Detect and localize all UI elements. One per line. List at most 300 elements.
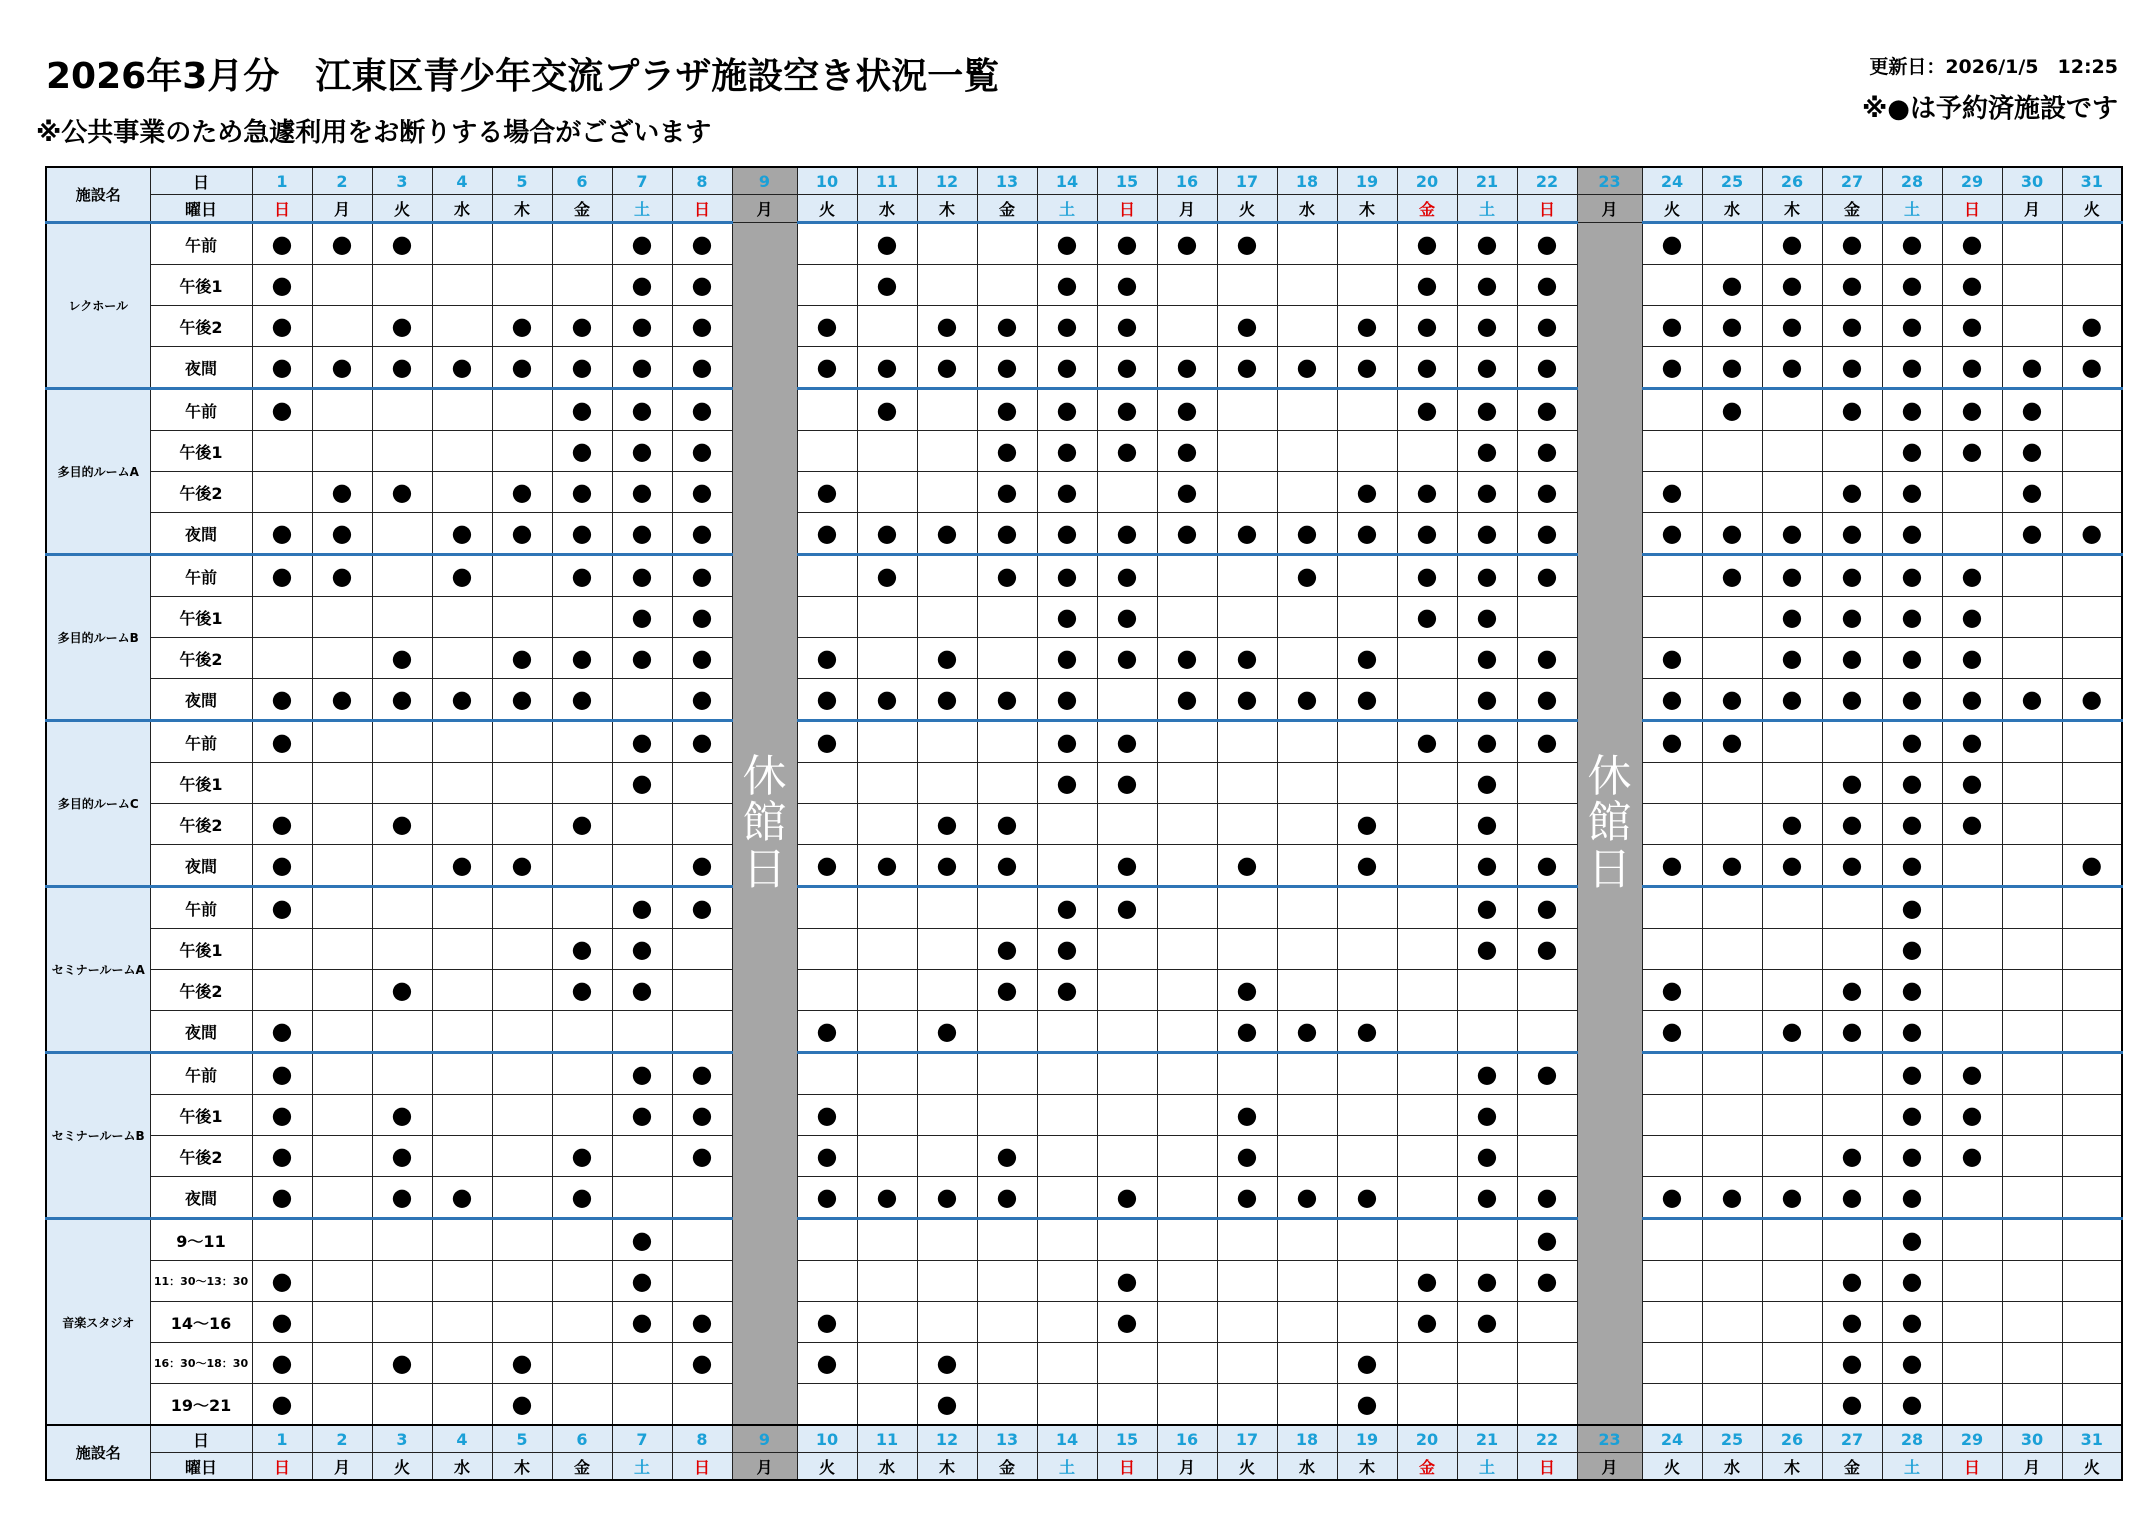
available-cell xyxy=(2002,1343,2062,1384)
day-number-18: 18 xyxy=(1277,1425,1337,1453)
booked-cell: ● xyxy=(1942,389,2002,431)
booked-cell: ● xyxy=(1882,1219,1942,1261)
available-cell xyxy=(2002,306,2062,347)
available-cell xyxy=(432,306,492,347)
booked-cell: ● xyxy=(492,347,552,389)
booked-cell: ● xyxy=(1097,1177,1157,1219)
day-number-21: 21 xyxy=(1457,167,1517,195)
booked-cell: ● xyxy=(1337,804,1397,845)
available-cell xyxy=(372,929,432,970)
booked-cell: ● xyxy=(977,472,1037,513)
booked-cell: ● xyxy=(612,638,672,679)
booked-cell: ● xyxy=(1037,929,1097,970)
available-cell xyxy=(917,721,977,763)
booked-cell: ● xyxy=(1762,1011,1822,1053)
booked-cell: ● xyxy=(1037,597,1097,638)
available-cell xyxy=(1762,1302,1822,1343)
booked-cell: ● xyxy=(1337,513,1397,555)
booked-cell: ● xyxy=(1882,679,1942,721)
booked-cell: ● xyxy=(1217,970,1277,1011)
booked-cell: ● xyxy=(372,1177,432,1219)
day-number-22: 22 xyxy=(1517,1425,1577,1453)
booked-cell: ● xyxy=(372,223,432,265)
available-cell xyxy=(552,845,612,887)
available-cell xyxy=(312,1177,372,1219)
available-cell xyxy=(1642,763,1702,804)
time-slot-label: 午後2 xyxy=(150,804,252,845)
available-cell xyxy=(2062,1302,2122,1343)
booked-cell: ● xyxy=(1457,929,1517,970)
available-cell xyxy=(672,1219,732,1261)
available-cell xyxy=(1157,555,1217,597)
available-cell xyxy=(1702,1136,1762,1177)
booked-cell: ● xyxy=(672,1136,732,1177)
booked-cell: ● xyxy=(1762,1177,1822,1219)
available-cell xyxy=(1097,804,1157,845)
available-cell xyxy=(1517,804,1577,845)
booked-cell: ● xyxy=(1457,763,1517,804)
weekday-26: 木 xyxy=(1762,195,1822,223)
booked-cell: ● xyxy=(1762,223,1822,265)
available-cell xyxy=(612,1343,672,1384)
weekday-18: 水 xyxy=(1277,1453,1337,1481)
available-cell xyxy=(1097,970,1157,1011)
available-cell xyxy=(312,721,372,763)
available-cell xyxy=(2062,555,2122,597)
time-slot-label: 午後2 xyxy=(150,638,252,679)
available-cell xyxy=(312,887,372,929)
booked-cell: ● xyxy=(977,679,1037,721)
booked-cell: ● xyxy=(612,306,672,347)
available-cell xyxy=(312,1343,372,1384)
day-number-6: 6 xyxy=(552,1425,612,1453)
available-cell xyxy=(1277,1261,1337,1302)
available-cell xyxy=(1942,845,2002,887)
weekday-16: 月 xyxy=(1157,195,1217,223)
booked-cell: ● xyxy=(1942,1053,2002,1095)
booked-cell: ● xyxy=(552,970,612,1011)
available-cell xyxy=(1762,1095,1822,1136)
booked-cell: ● xyxy=(1157,472,1217,513)
available-cell xyxy=(492,1011,552,1053)
booked-cell: ● xyxy=(1822,389,1882,431)
booked-cell: ● xyxy=(672,472,732,513)
booked-cell: ● xyxy=(672,679,732,721)
available-cell xyxy=(857,1343,917,1384)
booked-cell: ● xyxy=(1397,223,1457,265)
booked-cell: ● xyxy=(1037,970,1097,1011)
available-cell xyxy=(2062,887,2122,929)
booked-cell: ● xyxy=(917,306,977,347)
slot-row xyxy=(46,1011,2122,1053)
available-cell xyxy=(2002,887,2062,929)
booked-cell: ● xyxy=(1037,721,1097,763)
booked-cell: ● xyxy=(432,679,492,721)
available-cell xyxy=(552,1053,612,1095)
weekday-30: 月 xyxy=(2002,1453,2062,1481)
facility-name-header: 施設名 xyxy=(46,167,150,223)
facility-name: セミナールームB xyxy=(46,1053,150,1219)
weekday-5: 木 xyxy=(492,1453,552,1481)
available-cell xyxy=(492,597,552,638)
available-cell xyxy=(797,265,857,306)
booked-cell: ● xyxy=(1642,513,1702,555)
day-number-10: 10 xyxy=(797,167,857,195)
available-cell xyxy=(1457,1219,1517,1261)
time-slot-label: 午前 xyxy=(150,389,252,431)
slot-row xyxy=(46,1053,2122,1095)
available-cell xyxy=(1337,763,1397,804)
booked-cell: ● xyxy=(977,929,1037,970)
available-cell xyxy=(1457,1343,1517,1384)
available-cell xyxy=(672,929,732,970)
booked-cell: ● xyxy=(1882,638,1942,679)
booked-cell: ● xyxy=(1457,306,1517,347)
slot-row xyxy=(46,1302,2122,1343)
facility-name-header: 施設名 xyxy=(46,1425,150,1480)
available-cell xyxy=(1397,1219,1457,1261)
available-cell xyxy=(1097,679,1157,721)
available-cell xyxy=(1942,472,2002,513)
booked-cell: ● xyxy=(1397,389,1457,431)
weekday-2: 月 xyxy=(312,1453,372,1481)
available-cell xyxy=(2002,638,2062,679)
booked-cell: ● xyxy=(1942,763,2002,804)
available-cell xyxy=(672,1011,732,1053)
booked-cell: ● xyxy=(1882,389,1942,431)
available-cell xyxy=(312,431,372,472)
booked-cell: ● xyxy=(492,679,552,721)
time-slot-label: 午後1 xyxy=(150,1095,252,1136)
booked-cell: ● xyxy=(1822,265,1882,306)
booked-cell: ● xyxy=(2062,347,2122,389)
available-cell xyxy=(1702,1343,1762,1384)
available-cell xyxy=(1217,929,1277,970)
available-cell xyxy=(1157,1261,1217,1302)
available-cell xyxy=(432,887,492,929)
booked-cell: ● xyxy=(917,1011,977,1053)
time-slot-label: 9～11 xyxy=(150,1219,252,1261)
available-cell xyxy=(2062,389,2122,431)
available-cell xyxy=(2062,929,2122,970)
available-cell xyxy=(612,1011,672,1053)
available-cell xyxy=(857,1261,917,1302)
booked-cell: ● xyxy=(1097,513,1157,555)
available-cell xyxy=(1097,472,1157,513)
available-cell xyxy=(492,223,552,265)
booked-cell: ● xyxy=(1762,306,1822,347)
booked-cell: ● xyxy=(1097,431,1157,472)
day-number-31: 31 xyxy=(2062,1425,2122,1453)
booked-cell: ● xyxy=(1882,845,1942,887)
weekday-4: 水 xyxy=(432,1453,492,1481)
available-cell xyxy=(372,763,432,804)
weekday-22: 日 xyxy=(1517,195,1577,223)
available-cell xyxy=(492,1302,552,1343)
slot-row xyxy=(46,1343,2122,1384)
booked-cell: ● xyxy=(1942,431,2002,472)
slot-row xyxy=(46,306,2122,347)
booked-cell: ● xyxy=(1642,845,1702,887)
slot-row xyxy=(46,1219,2122,1261)
available-cell xyxy=(1337,431,1397,472)
time-slot-label: 午後2 xyxy=(150,970,252,1011)
available-cell xyxy=(1942,887,2002,929)
booked-cell: ● xyxy=(1457,721,1517,763)
day-number-17: 17 xyxy=(1217,167,1277,195)
available-cell xyxy=(1277,306,1337,347)
available-cell xyxy=(1157,1177,1217,1219)
day-number-27: 27 xyxy=(1822,1425,1882,1453)
available-cell xyxy=(1277,1053,1337,1095)
notice-text: ※公共事業のため急遽利用をお断りする場合がございます xyxy=(36,118,712,148)
available-cell xyxy=(1157,1136,1217,1177)
available-cell xyxy=(1157,306,1217,347)
available-cell xyxy=(1277,845,1337,887)
booked-cell: ● xyxy=(1822,597,1882,638)
booked-cell: ● xyxy=(432,347,492,389)
weekday-28: 土 xyxy=(1882,195,1942,223)
available-cell xyxy=(312,306,372,347)
booked-cell: ● xyxy=(1822,1384,1882,1426)
booked-cell: ● xyxy=(797,638,857,679)
booked-cell: ● xyxy=(1037,555,1097,597)
available-cell xyxy=(432,472,492,513)
available-cell xyxy=(797,431,857,472)
available-cell xyxy=(432,265,492,306)
available-cell xyxy=(797,555,857,597)
booked-cell: ● xyxy=(2062,679,2122,721)
available-cell xyxy=(1762,472,1822,513)
booked-cell: ● xyxy=(672,845,732,887)
available-cell xyxy=(2002,804,2062,845)
available-cell xyxy=(1642,265,1702,306)
time-slot-label: 午前 xyxy=(150,223,252,265)
booked-cell: ● xyxy=(1157,431,1217,472)
weekday-25: 水 xyxy=(1702,195,1762,223)
booked-cell: ● xyxy=(1157,223,1217,265)
day-number-27: 27 xyxy=(1822,167,1882,195)
booked-cell: ● xyxy=(1882,970,1942,1011)
available-cell xyxy=(1217,1053,1277,1095)
booked-cell: ● xyxy=(1517,431,1577,472)
booked-cell: ● xyxy=(857,555,917,597)
available-cell xyxy=(312,1302,372,1343)
booked-cell: ● xyxy=(1277,513,1337,555)
available-cell xyxy=(2062,1011,2122,1053)
day-number-12: 12 xyxy=(917,1425,977,1453)
booked-cell: ● xyxy=(1882,265,1942,306)
weekday-15: 日 xyxy=(1097,195,1157,223)
available-cell xyxy=(857,1053,917,1095)
available-cell xyxy=(857,970,917,1011)
weekday-24: 火 xyxy=(1642,1453,1702,1481)
available-cell xyxy=(1942,513,2002,555)
available-cell xyxy=(1037,1177,1097,1219)
available-cell xyxy=(1642,1095,1702,1136)
time-slot-label: 午後1 xyxy=(150,597,252,638)
available-cell xyxy=(1702,970,1762,1011)
available-cell xyxy=(1097,1011,1157,1053)
available-cell xyxy=(312,763,372,804)
available-cell xyxy=(252,431,312,472)
booked-cell: ● xyxy=(917,347,977,389)
booked-cell: ● xyxy=(372,970,432,1011)
booked-cell: ● xyxy=(1217,513,1277,555)
booked-cell: ● xyxy=(1337,1384,1397,1426)
booked-cell: ● xyxy=(252,1261,312,1302)
available-cell xyxy=(252,638,312,679)
booked-cell: ● xyxy=(312,472,372,513)
weekday-12: 木 xyxy=(917,1453,977,1481)
available-cell xyxy=(432,721,492,763)
available-cell xyxy=(1702,1219,1762,1261)
day-number-16: 16 xyxy=(1157,1425,1217,1453)
available-cell xyxy=(1277,1343,1337,1384)
available-cell xyxy=(552,265,612,306)
slot-row xyxy=(46,1261,2122,1302)
time-slot-label: 19～21 xyxy=(150,1384,252,1426)
booked-cell: ● xyxy=(1517,721,1577,763)
booked-cell: ● xyxy=(797,1343,857,1384)
booked-cell: ● xyxy=(612,265,672,306)
available-cell xyxy=(917,1136,977,1177)
booked-cell: ● xyxy=(977,970,1037,1011)
booked-cell: ● xyxy=(797,1177,857,1219)
available-cell xyxy=(917,555,977,597)
time-slot-label: 午前 xyxy=(150,721,252,763)
booked-cell: ● xyxy=(1457,804,1517,845)
booked-cell: ● xyxy=(917,845,977,887)
available-cell xyxy=(1277,1136,1337,1177)
available-cell xyxy=(1517,1136,1577,1177)
available-cell xyxy=(797,970,857,1011)
available-cell xyxy=(612,1177,672,1219)
weekday-7: 土 xyxy=(612,195,672,223)
available-cell xyxy=(1942,1302,2002,1343)
booked-cell: ● xyxy=(917,1343,977,1384)
booked-cell: ● xyxy=(1037,389,1097,431)
booked-cell: ● xyxy=(1822,1302,1882,1343)
time-slot-label: 午後2 xyxy=(150,306,252,347)
booked-cell: ● xyxy=(1037,265,1097,306)
booked-cell: ● xyxy=(1037,513,1097,555)
available-cell xyxy=(1157,970,1217,1011)
time-slot-label: 夜間 xyxy=(150,845,252,887)
booked-cell: ● xyxy=(1882,597,1942,638)
available-cell xyxy=(917,389,977,431)
booked-cell: ● xyxy=(1397,721,1457,763)
available-cell xyxy=(1277,721,1337,763)
booked-cell: ● xyxy=(1822,347,1882,389)
available-cell xyxy=(917,763,977,804)
booked-cell: ● xyxy=(1337,347,1397,389)
available-cell xyxy=(2002,763,2062,804)
available-cell xyxy=(2002,1302,2062,1343)
booked-cell: ● xyxy=(1882,306,1942,347)
day-number-5: 5 xyxy=(492,1425,552,1453)
available-cell xyxy=(1097,1053,1157,1095)
weekday-8: 日 xyxy=(672,195,732,223)
booked-cell: ● xyxy=(797,472,857,513)
available-cell xyxy=(492,1219,552,1261)
day-number-28: 28 xyxy=(1882,1425,1942,1453)
available-cell xyxy=(2002,1053,2062,1095)
booked-cell: ● xyxy=(1457,679,1517,721)
booked-cell: ● xyxy=(1457,1261,1517,1302)
booked-cell: ● xyxy=(552,472,612,513)
booked-cell: ● xyxy=(1217,1136,1277,1177)
booked-cell: ● xyxy=(312,347,372,389)
available-cell xyxy=(372,845,432,887)
booked-cell: ● xyxy=(1882,1136,1942,1177)
available-cell xyxy=(372,721,432,763)
available-cell xyxy=(552,763,612,804)
available-cell xyxy=(1037,1384,1097,1426)
available-cell xyxy=(1397,929,1457,970)
booked-cell: ● xyxy=(1097,223,1157,265)
booked-cell: ● xyxy=(1397,265,1457,306)
available-cell xyxy=(1822,431,1882,472)
booked-cell: ● xyxy=(672,638,732,679)
booked-cell: ● xyxy=(1217,845,1277,887)
available-cell xyxy=(1277,265,1337,306)
day-label: 日 xyxy=(150,167,252,195)
booked-cell: ● xyxy=(492,1343,552,1384)
available-cell xyxy=(1097,1384,1157,1426)
booked-cell: ● xyxy=(857,347,917,389)
booked-cell: ● xyxy=(797,347,857,389)
slot-row xyxy=(46,970,2122,1011)
booked-cell: ● xyxy=(1517,1219,1577,1261)
available-cell xyxy=(1517,597,1577,638)
booked-cell: ● xyxy=(1037,306,1097,347)
available-cell xyxy=(857,804,917,845)
available-cell xyxy=(492,1261,552,1302)
available-cell xyxy=(672,804,732,845)
booked-cell: ● xyxy=(252,1136,312,1177)
available-cell xyxy=(432,929,492,970)
available-cell xyxy=(1157,804,1217,845)
slot-row xyxy=(46,389,2122,431)
available-cell xyxy=(372,1302,432,1343)
booked-cell: ● xyxy=(252,1302,312,1343)
available-cell xyxy=(1037,1261,1097,1302)
available-cell xyxy=(857,721,917,763)
booked-cell: ● xyxy=(612,1261,672,1302)
available-cell xyxy=(1942,1343,2002,1384)
available-cell xyxy=(2002,597,2062,638)
booked-cell: ● xyxy=(1642,223,1702,265)
booked-cell: ● xyxy=(1517,845,1577,887)
available-cell xyxy=(977,1219,1037,1261)
booked-cell: ● xyxy=(1037,887,1097,929)
booked-cell: ● xyxy=(672,306,732,347)
available-cell xyxy=(1642,1219,1702,1261)
booked-cell: ● xyxy=(672,223,732,265)
available-cell xyxy=(2062,472,2122,513)
day-number-10: 10 xyxy=(797,1425,857,1453)
booked-cell: ● xyxy=(432,1177,492,1219)
booked-cell: ● xyxy=(2002,513,2062,555)
day-number-6: 6 xyxy=(552,167,612,195)
booked-cell: ● xyxy=(1822,1136,1882,1177)
weekday-5: 木 xyxy=(492,195,552,223)
booked-cell: ● xyxy=(797,513,857,555)
available-cell xyxy=(1762,721,1822,763)
available-cell xyxy=(1642,1261,1702,1302)
day-number-16: 16 xyxy=(1157,167,1217,195)
